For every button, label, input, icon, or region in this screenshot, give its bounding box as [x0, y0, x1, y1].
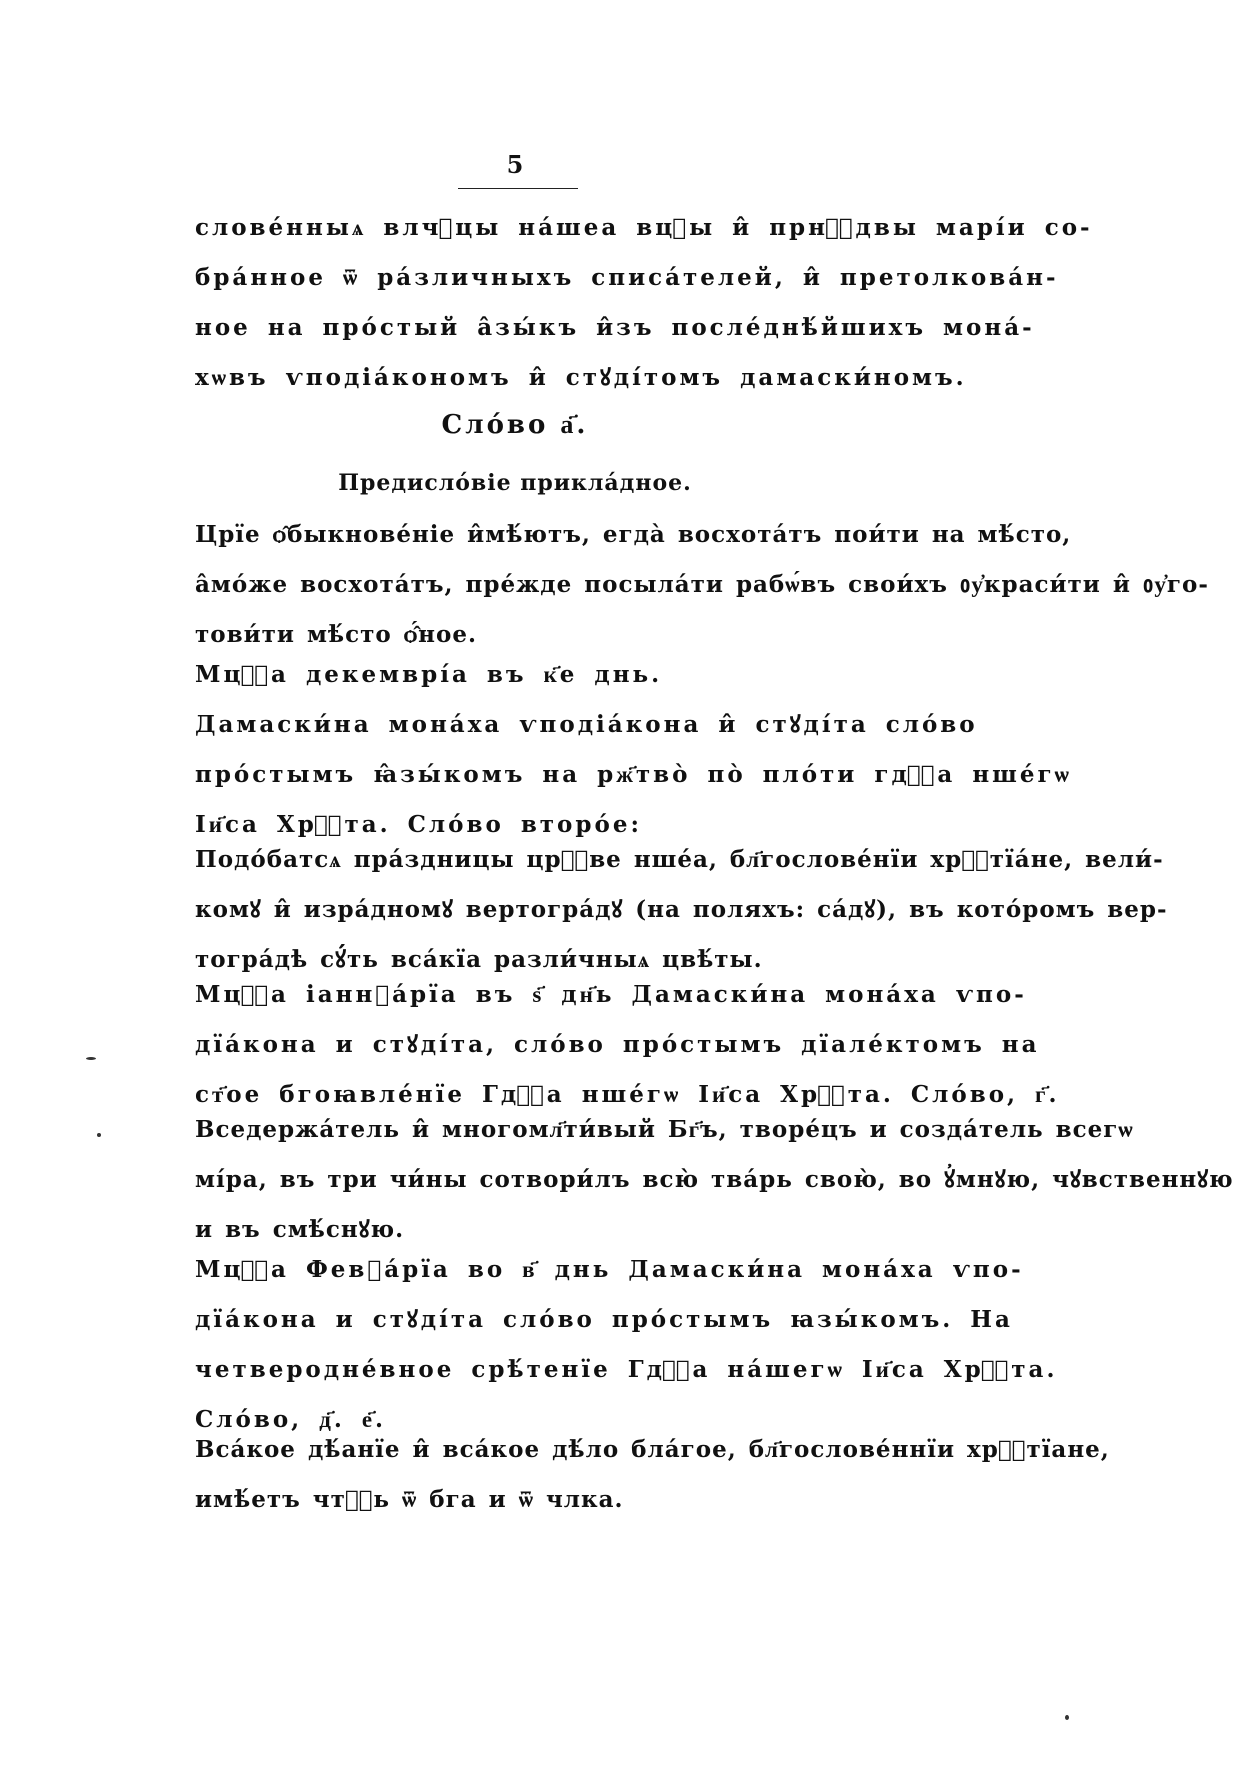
text-line: дїа́кона и стꙋді́та, сло́во про́стымъ дїале́ктомъ на	[195, 1031, 1040, 1058]
text-line: ное на про́стый а̂зы́къ и̂зъ после́днѣ́йшихъ мона́-	[195, 314, 1035, 341]
text-line: Іи҃са Хрⷭ҇та. Сло́во второ́е:	[195, 811, 642, 838]
sermon-text-nativity	[195, 835, 1168, 985]
preface-paragraph	[195, 510, 1209, 660]
text-line: Вседержа́тель и̂ многомл҃ти́вый Бг҃ъ, творе́цъ и созда́тель всегѡ	[195, 1116, 1134, 1143]
page-number-rule	[458, 188, 578, 189]
sermon-title-nativity	[195, 700, 1072, 850]
text-line: а̂мо́же восхота́тъ, пре́жде посыла́ти рабѡ́въ свои́хъ ᲂу҆краси́ти и̂ ᲂу҆го-	[195, 571, 1209, 598]
text-line: ст҃ое бгоꙗвле́нїе Гдⷭ҇а нше́гѡ Іи҃са Хрⷭ҇та. Сло́во, г҃.	[195, 1081, 1060, 1108]
section-subheading: Предисло́віе прикла́дное.	[338, 470, 692, 496]
text-line: Мцⷭ҇а Февꙋа́рїа во в҃ днь Дамаски́на мона́ха ѵпо-	[195, 1256, 1024, 1283]
text-line: имѣ́етъ чтⷭ҇ь ѿ бга и ѿ члка.	[195, 1486, 624, 1513]
text-line: Подо́батсѧ пра́здницы црⷦ҇ве нше́а, бл҃гослове́нїи хрⷭ҇тїа́не, вели́-	[195, 846, 1164, 873]
scan-speck	[86, 1057, 96, 1060]
scan-speck	[1065, 1715, 1069, 1720]
text-line: Мцⷭ҇а декемврі́а въ к҃е днь.	[195, 661, 663, 688]
text-line: Вса́кое дѣ́анїе и̂ вса́кое дѣ́ло бла́гое, бл҃гослове́ннїи хрⷭ҇тїане,	[195, 1436, 1110, 1463]
section-heading: Сло́во а҃.	[441, 410, 589, 440]
text-line: тогра́дѣ сꙋ́ть вса́кїа разли́чныѧ цвѣ́ты.	[195, 946, 763, 973]
scan-speck	[97, 1133, 101, 1137]
text-line: дїа́кона и стꙋді́та сло́во про́стымъ ꙗзы́комъ. На	[195, 1306, 1013, 1333]
text-line: четверодне́вное срѣ́тенїе Гдⷭ҇а на́шегѡ Іи҃са Хрⷭ҇та.	[195, 1356, 1058, 1383]
text-line: тови́ти мѣ́сто ѻ̂́ное.	[195, 621, 477, 648]
text-line: Црїе ѻ̂быкнове́ніе и̂мѣ́ютъ, егда̀ восхота́тъ пои́ти на мѣ́сто,	[195, 521, 1072, 548]
sermon-title-presentation	[195, 1245, 1058, 1445]
text-line: и въ смѣ́снꙋю.	[195, 1216, 405, 1243]
date-heading-december	[195, 650, 915, 700]
text-line: слове́нныѧ влчⷰцы на́шеа вцⷣы и̂ прнⷪ҇двы марі́и со-	[195, 214, 1093, 241]
text-line: Дамаски́на мона́ха ѵподіа́кона и̂ стꙋді́та сло́во	[195, 711, 978, 738]
text-line: бра́нное ѿ ра́зличныхъ списа́телей, и̂ претолкова́н-	[195, 264, 1059, 291]
page-number: 5	[506, 150, 524, 179]
text-line: комꙋ и̂ изра́дномꙋ вертогра́дꙋ (на поляхъ: са́дꙋ), въ кото́ромъ вер-	[195, 896, 1168, 923]
intro-paragraph	[195, 203, 1093, 403]
sermon-text-presentation	[195, 1425, 1110, 1525]
text-line: мі́ра, въ три чи́ны сотвори́лъ всю̀ тва́рь свою̀, во ꙋ҆мнꙋю, чꙋвственнꙋю	[195, 1166, 1234, 1193]
text-line: про́стымъ ꙗ̂зы́комъ на рж҃тво̀ по̀ пло́ти гдⷭ҇а нше́гѡ	[195, 761, 1072, 788]
sermon-title-theophany	[195, 970, 1060, 1120]
sermon-text-theophany	[195, 1105, 1234, 1255]
text-line: хѡвъ ѵподіа́кономъ и̂ стꙋді́томъ дамаски́номъ.	[195, 364, 967, 391]
text-line: Мцⷭ҇а іаннꙋа́рїа въ ѕ҃ дн҃ь Дамаски́на мона́ха ѵпо-	[195, 981, 1027, 1008]
text-line: Сло́во, д҃. е҃.	[195, 1406, 387, 1433]
